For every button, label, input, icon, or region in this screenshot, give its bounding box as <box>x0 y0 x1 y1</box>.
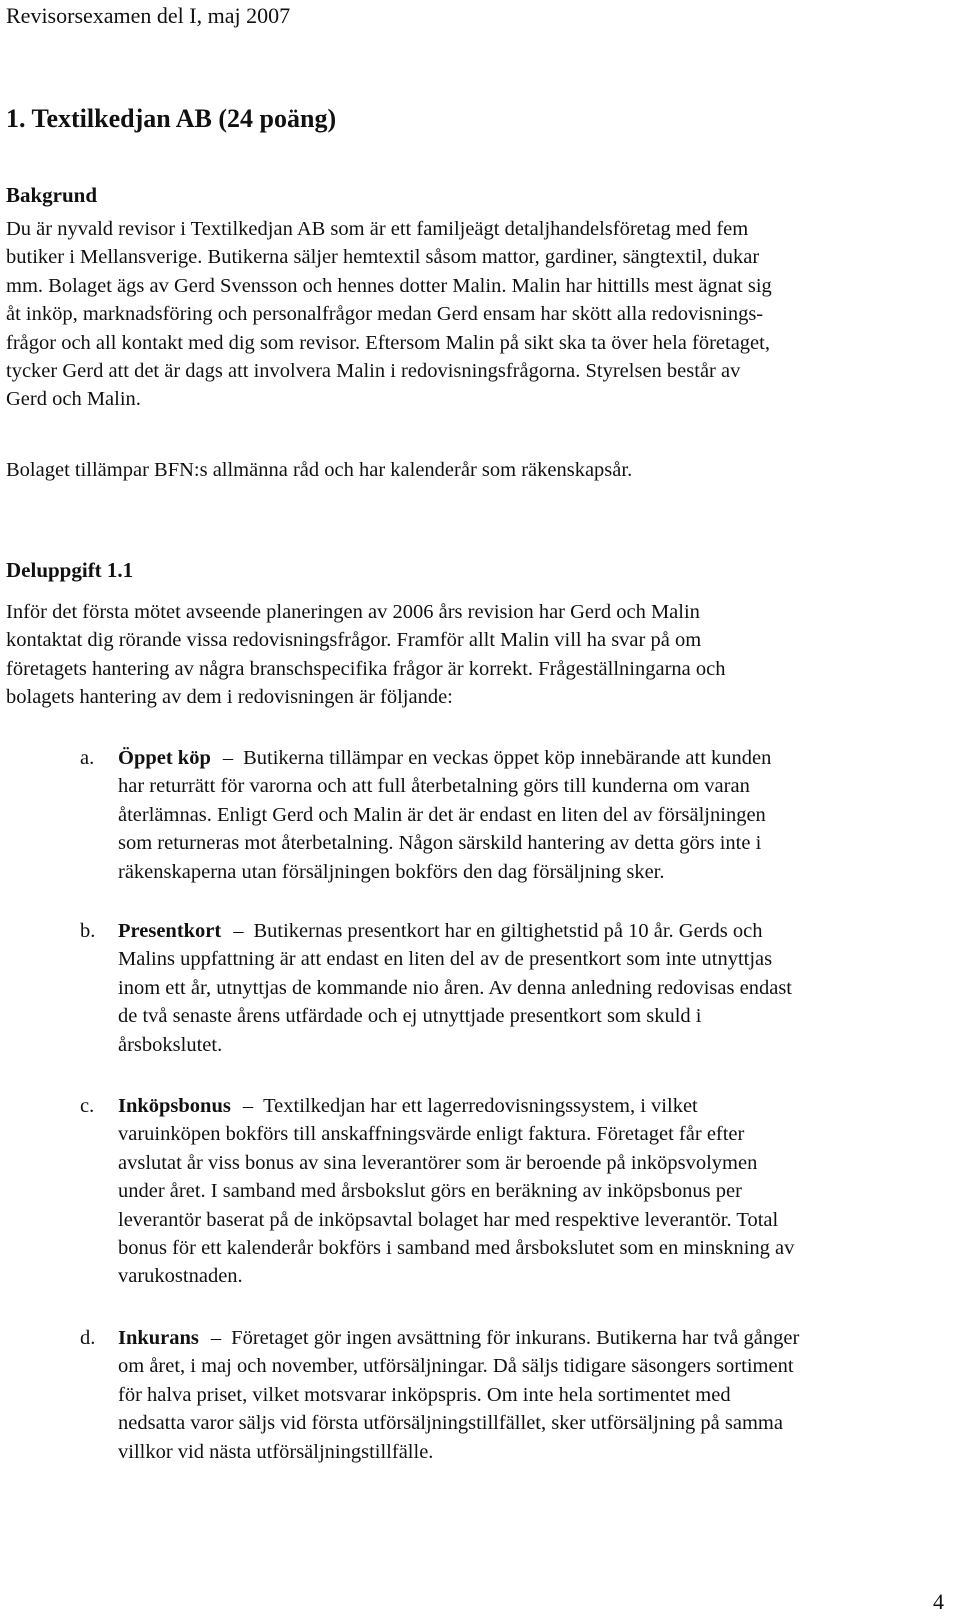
list-item-body <box>118 1324 938 1466</box>
em-dash: – <box>233 920 244 942</box>
subtask-heading: Deluppgift 1.1 <box>6 558 134 582</box>
text-line: de två senaste årens utfärdade och ej utnyttjade presentkort som skuld i <box>118 1005 702 1028</box>
text-line: bolagets hantering av dem i redovisningen är följande: <box>6 686 453 709</box>
text-line: som returneras mot återbetalning. Någon särskild hantering av detta görs inte i <box>118 832 762 855</box>
text-line <box>118 917 938 945</box>
em-dash: – <box>222 747 234 769</box>
text-line: frågor och all kontakt med dig som revisor. Eftersom Malin på sikt ska ta över hela företaget, <box>6 331 770 354</box>
text-line: för halva priset, vilket motsvarar inköpspris. Om inte hela sortimentet med <box>118 1383 731 1406</box>
section-title: 1. Textilkedjan AB (24 poäng) <box>6 104 337 133</box>
text-line: Bolaget tillämpar BFN:s allmänna råd och har kalenderår som räkenskapsår. <box>6 459 633 481</box>
text-line <box>118 1092 938 1120</box>
item-text: Butikerna tillämpar en veckas öppet köp innebärande att kunden <box>243 747 772 769</box>
text-line: Malins uppfattning är att endast en liten del av de presentkort som inte utnyttjas <box>118 948 773 971</box>
text-line: Du är nyvald revisor i Textilkedjan AB som är ett familjeägt detaljhandelsföretag med fem <box>6 218 749 240</box>
text-line: årsbokslutet. <box>118 1033 223 1056</box>
text-line: Inför det första mötet avseende planeringen av 2006 års revision har Gerd och Malin <box>6 601 700 623</box>
text-line: inom ett år, utnyttjas de kommande nio åren. Av denna anledning redovisas endast <box>118 976 792 999</box>
text-line: Gerd och Malin. <box>6 388 141 411</box>
text-line: om året, i maj och november, utförsäljningar. Då säljs tidigare säsongers sortiment <box>118 1355 794 1378</box>
list-item-body <box>118 744 938 886</box>
text-line: avslutat år viss bonus av sina leverantörer som är beroende på inköpsvolymen <box>118 1151 758 1174</box>
text-line: mm. Bolaget ägs av Gerd Svensson och hennes dotter Malin. Malin har hittills mest ägnat sig <box>6 274 772 297</box>
text-line: leverantör baserat på de inköpsavtal bolaget har med respektive leverantör. Total <box>118 1208 779 1231</box>
text-line: kontaktat dig rörande vissa redovisningsfrågor. Framför allt Malin vill ha svar på om <box>6 629 702 652</box>
text-line: under året. I samband med årsbokslut görs en beräkning av inköpsbonus per <box>118 1180 742 1203</box>
text-line: företagets hantering av några branschspecifika frågor är korrekt. Frågeställningarna och <box>6 657 726 680</box>
text-line: räkenskaperna utan försäljningen bokförs den dag försäljning sker. <box>118 860 665 883</box>
em-dash: – <box>210 1327 222 1349</box>
list-item-body <box>118 917 938 1059</box>
text-line: åt inköp, marknadsföring och personalfrågor medan Gerd ensam har skött alla redovisnings- <box>6 303 764 326</box>
accounting-principles-paragraph <box>6 456 941 484</box>
subtask-intro-paragraph <box>6 598 941 712</box>
text-line: återlämnas. Enligt Gerd och Malin är det är endast en liten del av försäljningen <box>118 803 766 826</box>
running-header: Revisorsexamen del I, maj 2007 <box>6 3 291 28</box>
text-line: har returrätt för varorna och att full återbetalning görs till kunderna om varan <box>118 775 750 798</box>
text-line: varuinköpen bokförs till anskaffningsvärde enligt faktura. Företaget får efter <box>118 1123 745 1146</box>
item-text: Butikernas presentkort har en giltighetstid på 10 år. Gerds och <box>253 920 763 942</box>
background-paragraph <box>6 215 941 414</box>
text-line: nedsatta varor säljs vid första utförsäljningstillfället, sker utförsäljning på samma <box>118 1412 783 1435</box>
text-line: butiker i Mellansverige. Butikerna säljer hemtextil såsom mattor, gardiner, sängtextil, dukar <box>6 246 760 269</box>
text-line <box>118 744 938 772</box>
item-term: Öppet köp <box>118 747 211 769</box>
item-term: Inköpsbonus <box>118 1095 231 1117</box>
text-line: tycker Gerd att det är dags att involvera Malin i redovisningsfrågorna. Styrelsen består av <box>6 360 741 383</box>
list-marker: a. <box>80 747 95 769</box>
text-line: bonus för ett kalenderår bokförs i samband med årsbokslutet som en minskning av <box>118 1237 795 1260</box>
list-marker: c. <box>80 1095 95 1117</box>
list-marker: d. <box>80 1327 96 1349</box>
list-marker: b. <box>80 920 96 942</box>
item-term: Inkurans <box>118 1327 199 1349</box>
background-heading: Bakgrund <box>6 183 98 207</box>
text-line <box>118 1324 938 1352</box>
page-number: 4 <box>933 1589 944 1614</box>
item-term: Presentkort <box>118 920 222 942</box>
item-text: Textilkedjan har ett lagerredovisningssystem, i vilket <box>263 1095 698 1117</box>
list-item-body <box>118 1092 938 1291</box>
em-dash: – <box>242 1095 254 1117</box>
text-line: villkor vid nästa utförsäljningstillfälle. <box>118 1440 434 1463</box>
text-line: varukostnaden. <box>118 1265 243 1288</box>
item-text: Företaget gör ingen avsättning för inkurans. Butikerna har två gånger <box>231 1327 800 1349</box>
